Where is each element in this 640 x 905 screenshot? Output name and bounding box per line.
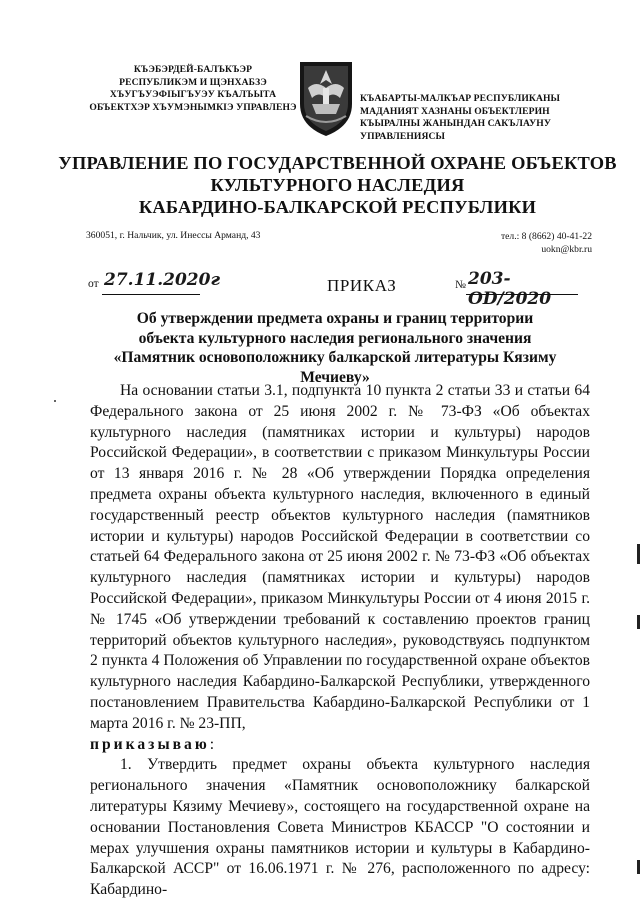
order-word: ПРИКАЗ (327, 276, 397, 295)
order-body (90, 381, 590, 901)
order-subject (80, 309, 590, 387)
header-right-line: КЪЫРАЛНЫ ЖАНЫНДАН САКЪЛАУНУ (360, 118, 552, 130)
email: uokn@kbr.ru (541, 243, 592, 255)
header-right-line: МАДАНИЯТ ХАЗНАНЫ ОБЪЕКТЛЕРИН (360, 105, 550, 117)
body-paragraph-1 (90, 381, 590, 755)
title-line: КУЛЬТУРНОГО НАСЛЕДИЯ (210, 175, 465, 195)
date-prefix: от (88, 278, 99, 290)
order-line (80, 269, 580, 309)
subject-line: «Памятник основоположнику балкарской литературы Кязиму Мечиеву» (113, 349, 557, 386)
header-right-line: УПРАВЛЕНИЯСЫ (360, 130, 446, 142)
header-right-line: КЪАБАРТЫ-МАЛКЪАР РЕСПУБЛИКАНЫ (360, 93, 561, 104)
organization-title (50, 152, 625, 218)
basis-text: На основании статьи 3.1, подпункта 10 пункта 2 статьи 33 и статьи 64 Федерального закона от 25 июня 2002 г. № 73-ФЗ «Об объектах культурного наследия (памятниках истории и культуры) народов Российской Федерации», в соответствии с приказом Минкультуры России от 13 января 2016 г. № 28 «Об утверждении Порядка определения предмета охраны объекта культурного наследия, включенного в единый государственный реестр объектов культурного наследия (памятников истории и культуры) народов Российской Федерации в соответствии со статьей 64 Федерального закона от 25 июня 2002 г. № 73-ФЗ «Об объектах культурного наследия (памятниках истории и культуры) народов Российской Федерации», приказом Минкультуры России от 4 июня 2015 г. № 1745 «Об утверждении требований к составлению проектов границ территорий объектов культурного наследия», руководствуясь подпунктом 2 пункта 4 Положения об Управлении по государственной охране объектов культурного наследия Кабардино-Балкарской Республики, утвержденного постановлением Правительства Кабардино-Балкарской Республики от 1 марта 2016 г. № 23-ПП, (90, 382, 590, 732)
number-underline (466, 294, 578, 295)
command-word: приказываю (90, 735, 210, 753)
order-date-handwritten: 27.11.2020г (104, 270, 221, 290)
command-colon: : (209, 735, 215, 753)
subject-line: Об утверждении предмета охраны и границ территории (136, 310, 534, 327)
date-underline (102, 294, 200, 295)
scan-speck (54, 400, 56, 402)
coat-of-arms-icon (296, 58, 356, 138)
order-number-handwritten: 203-OD/2020 (468, 269, 552, 309)
header-right-block (360, 93, 590, 143)
contact-block (501, 231, 592, 256)
header-left-block (88, 64, 298, 114)
subject-line: объекта культурного наследия регионального значения (138, 329, 532, 347)
number-prefix: № (455, 279, 466, 291)
address: 360051, г. Нальчик, ул. Инессы Арманд, 43 (86, 230, 261, 241)
phone: тел.: 8 (8662) 40-41-22 (500, 231, 592, 242)
header-left-line: КЪЭБЭРДЕЙ-БАЛЪКЪЭР (133, 64, 253, 75)
title-line: УПРАВЛЕНИЕ ПО ГОСУДАРСТВЕННОЙ ОХРАНЕ ОБЪЕКТОВ (58, 153, 617, 173)
header-left-line: ОБЪЕКТХЭР ХЪУМЭНЫМКІЭ УПРАВЛЕНЭ (89, 101, 297, 113)
title-line: КАБАРДИНО-БАЛКАРСКОЙ РЕСПУБЛИКИ (138, 197, 537, 217)
header-left-line: ХЪУГЪУЭФІЫГЪУЭУ КЪАЛЪЫТА (109, 89, 277, 101)
body-paragraph-2: 1. Утвердить предмет охраны объекта культурного наследия регионального значения «Памятник основоположнику балкарской литературы Кязиму Мечиеву», состоящего на государственной охране на основании Постановления Совета Министров КБАССР "О состоянии и мерах улучшения охраны памятников истории и культуры в Кабардино-Балкарской АССР" от 16.06.1971 г. № 276, расположенного по адресу: Кабардино- (90, 756, 590, 899)
header-left-line: РЕСПУБЛИКЭМ И ЩЭНХАБЗЭ (119, 76, 267, 88)
